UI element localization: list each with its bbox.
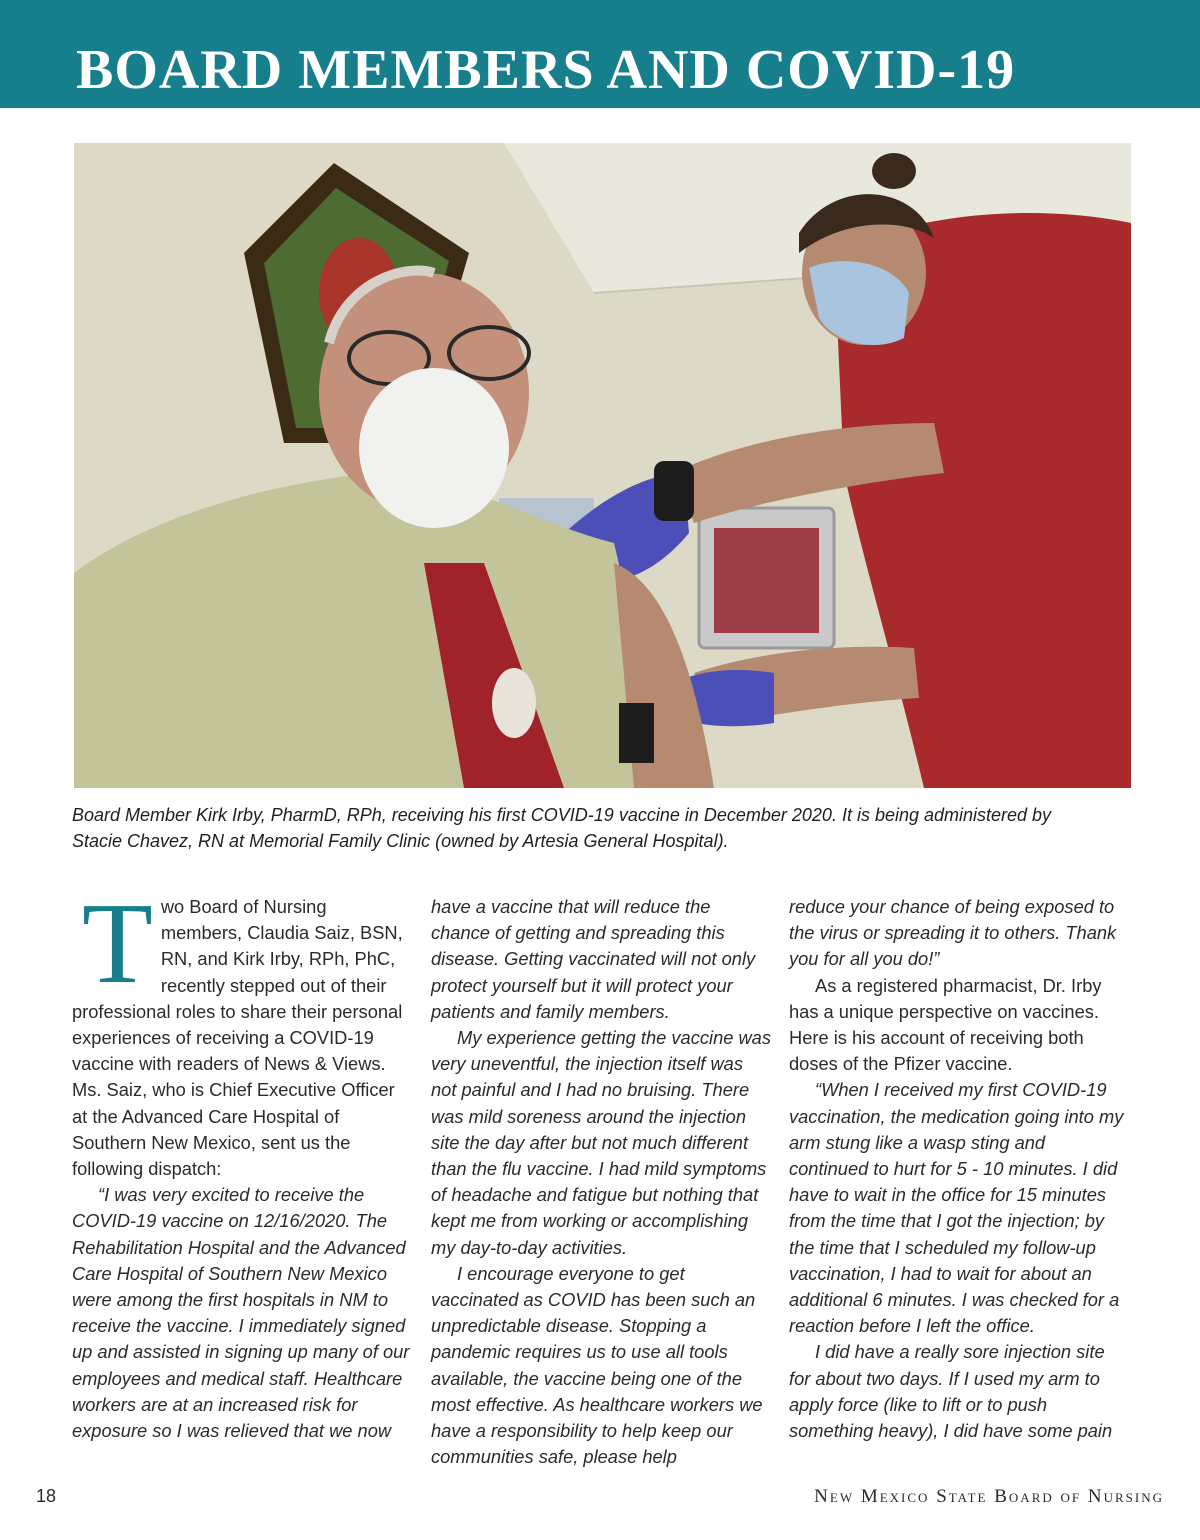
intro-paragraph xyxy=(72,880,412,1182)
saiz-quote-start: “I was very excited to receive the COVID-19 vaccine on 12/16/2020. The Rehabilitation Hospital and the Advanced Care Hospital of Southern New Mexico were among the first hospitals in NM to receive the vaccine. I immediately signed up and assisted in signing up many of our employees and medical staff. Healthcare workers are at an increased risk for exposure so I was relieved that we now xyxy=(72,1184,410,1442)
drop-cap: T xyxy=(82,880,153,1008)
irby-intro: As a registered pharmacist, Dr. Irby has a unique perspective on vaccines. Here is his account of receiving both doses of the Pfizer vaccine. xyxy=(789,974,1102,1075)
intro-text: wo Board of Nursing members, Claudia Saiz, BSN, RN, and Kirk Irby, RPh, PhC, recently stepped out of their professional roles to share their personal experiences of receiving a COVID-19 vaccine with readers of News & Views. Ms. Saiz, who is Chief Executive Officer at the Advanced Care Hospital of Southern New Mexico, sent us the following dispatch: xyxy=(72,896,403,1180)
footer-organization: New Mexico State Board of Nursing xyxy=(814,1486,1164,1507)
irby-quote-soreness: I did have a really sore injection site for about two days. If I used my arm to apply force (like to lift or to push something heavy), I did have some pain xyxy=(789,1341,1113,1442)
article-column-1 xyxy=(72,880,412,1444)
photo-caption xyxy=(72,802,1142,854)
caption-line-1: Board Member Kirk Irby, PharmD, RPh, receiving his first COVID-19 vaccine in December 2020. It is being administered by xyxy=(72,805,1052,825)
vaccination-photo xyxy=(74,143,1131,788)
saiz-experience: My experience getting the vaccine was very uneventful, the injection itself was not painful and I had no bruising. There was mild soreness around the injection site the day after but not much different than the flu vaccine. I had mild symptoms of headache and fatigue but nothing that kept me from working or accomplishing my day-to-day activities. xyxy=(431,1027,771,1258)
saiz-encouragement: I encourage everyone to get vaccinated as COVID has been such an unpredictable disease. Stopping a pandemic requires us to use all tools available, the vaccine being one of the most effective. As healthcare workers we have a responsibility to help keep our communities safe, please help xyxy=(431,1262,763,1468)
article-column-2 xyxy=(431,894,771,1470)
saiz-quote-continued: have a vaccine that will reduce the chance of getting and spreading this disease. Getting vaccinated will not only protect yourself but it will protect your patients and family members. xyxy=(431,896,756,1022)
page-title: BOARD MEMBERS AND COVID-19 xyxy=(76,39,1016,101)
caption-line-2: Stacie Chavez, RN at Memorial Family Clinic (owned by Artesia General Hospital). xyxy=(72,831,729,851)
saiz-quote-end: reduce your chance of being exposed to the virus or spreading it to others. Thank you for all you do!” xyxy=(789,896,1117,970)
irby-quote-first-dose: “When I received my first COVID-19 vaccination, the medication going into my arm stung like a wasp sting and continued to hurt for 5 - 10 minutes. I did have to wait in the office for 15 minutes from the time that I got the injection; by the time that I scheduled my follow-up vaccination, I had to wait for about an additional 6 minutes. I was checked for a reaction before I left the office. xyxy=(789,1079,1124,1337)
article-column-3 xyxy=(789,894,1129,1444)
page-number: 18 xyxy=(36,1486,57,1506)
